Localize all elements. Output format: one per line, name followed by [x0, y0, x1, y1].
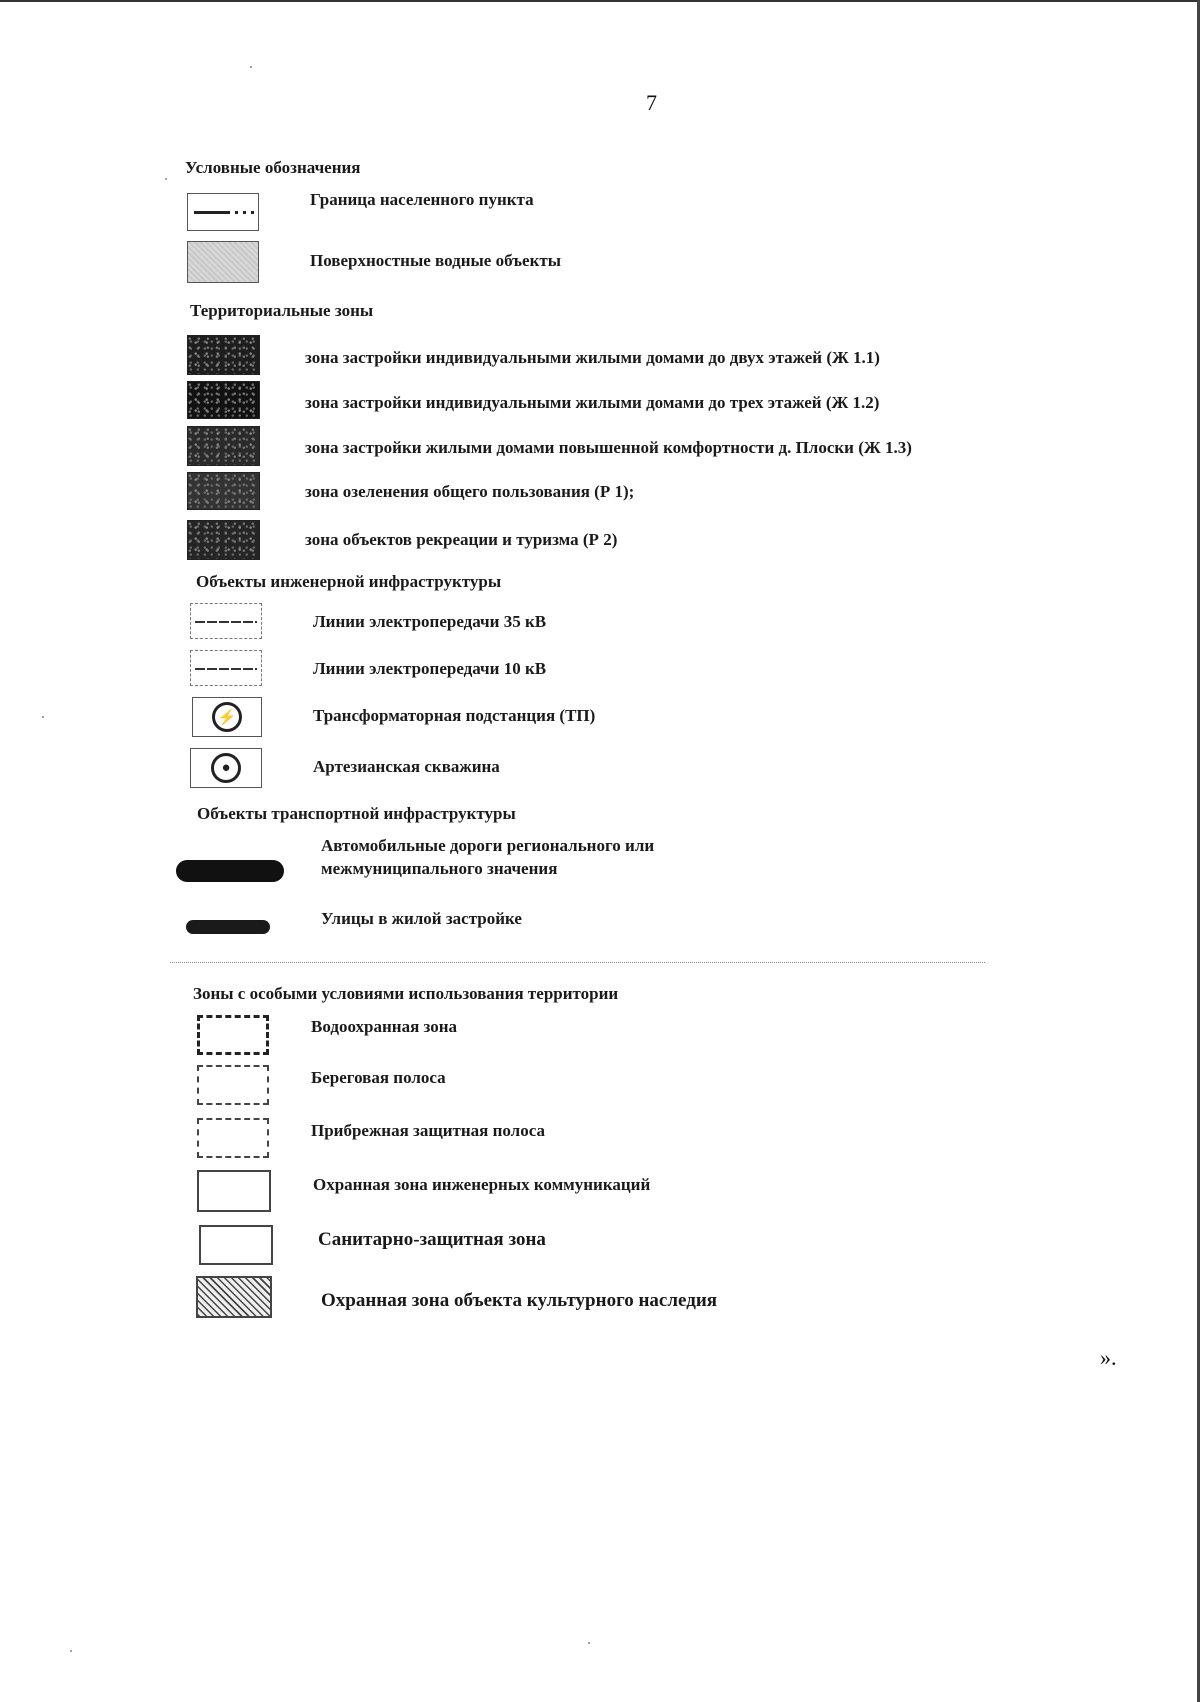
settlement-border-symbol — [187, 193, 259, 231]
legend-title: Условные обозначения — [185, 158, 361, 177]
coastal-protective-strip-label: Прибрежная защитная полоса — [311, 1121, 545, 1140]
sanitary-protection-zone-symbol — [199, 1225, 273, 1265]
scan-speck — [250, 66, 252, 68]
regional-road-symbol — [176, 860, 284, 882]
zone-zh12-label: зона застройки индивидуальными жилыми домами до трех этажей (Ж 1.2) — [305, 393, 880, 412]
power-line-10kv-symbol — [190, 650, 262, 686]
water-objects-label: Поверхностные водные объекты — [310, 251, 562, 270]
substation-symbol — [192, 697, 262, 737]
zone-zh11-label: зона застройки индивидуальными жилыми домами до двух этажей (Ж 1.1) — [305, 348, 880, 367]
transport-title: Объекты транспортной инфраструктуры — [197, 804, 516, 823]
scan-speck — [70, 1650, 72, 1652]
zone-r1-label: зона озеленения общего пользования (Р 1); — [305, 482, 635, 501]
artesian-well-symbol — [190, 748, 262, 788]
shore-strip-label: Береговая полоса — [311, 1068, 446, 1087]
settlement-border-label: Граница населенного пункта — [310, 190, 534, 209]
zone-r1-symbol — [187, 472, 260, 510]
shore-strip-symbol — [197, 1065, 269, 1105]
power-line-35kv-label: Линии электропередачи 35 кВ — [313, 612, 547, 631]
zone-r2-label: зона объектов рекреации и туризма (Р 2) — [305, 530, 618, 549]
cultural-heritage-zone-label: Охранная зона объекта культурного наследия — [321, 1290, 718, 1311]
zone-zh13-symbol — [187, 426, 260, 466]
power-line-35kv-symbol — [190, 603, 262, 639]
water-protection-zone-symbol — [197, 1015, 269, 1055]
page-number: 7 — [646, 90, 657, 115]
special-zones-title: Зоны с особыми условиями использования территории — [193, 984, 619, 1003]
water-protection-zone-label: Водоохранная зона — [311, 1017, 458, 1036]
engineering-title: Объекты инженерной инфраструктуры — [196, 572, 502, 591]
coastal-protective-strip-symbol — [197, 1118, 269, 1158]
regional-road-label-line1: Автомобильные дороги регионального или — [321, 836, 655, 855]
drop-circle-icon: ● — [211, 753, 241, 783]
substation-label: Трансформаторная подстанция (ТП) — [313, 706, 596, 725]
power-line-10kv-label: Линии электропередачи 10 кВ — [313, 659, 547, 678]
section-divider — [170, 962, 985, 963]
closing-quote: ». — [1100, 1345, 1117, 1370]
zone-zh11-symbol — [187, 335, 260, 375]
water-objects-symbol — [187, 241, 259, 283]
zone-zh13-label: зона застройки жилыми домами повышенной комфортности д. Плоски (Ж 1.3) — [305, 438, 912, 457]
utility-protection-zone-label: Охранная зона инженерных коммуникаций — [313, 1175, 651, 1194]
scan-speck — [588, 1642, 590, 1644]
residential-street-label: Улицы в жилой застройке — [321, 909, 522, 928]
regional-road-label-line2: межмуниципального значения — [321, 859, 558, 878]
scan-speck — [42, 716, 44, 718]
page-edge-top — [0, 0, 1200, 2]
utility-protection-zone-symbol — [197, 1170, 271, 1212]
residential-street-symbol — [186, 920, 270, 934]
zone-zh12-symbol — [187, 381, 260, 419]
lightning-circle-icon: ⚡ — [212, 702, 242, 732]
artesian-well-label: Артезианская скважина — [313, 757, 500, 776]
cultural-heritage-zone-symbol — [196, 1276, 272, 1318]
sanitary-protection-zone-label: Санитарно-защитная зона — [318, 1229, 546, 1250]
scan-speck — [165, 178, 167, 180]
zone-r2-symbol — [187, 520, 260, 560]
territorial-zones-title: Территориальные зоны — [190, 301, 374, 320]
